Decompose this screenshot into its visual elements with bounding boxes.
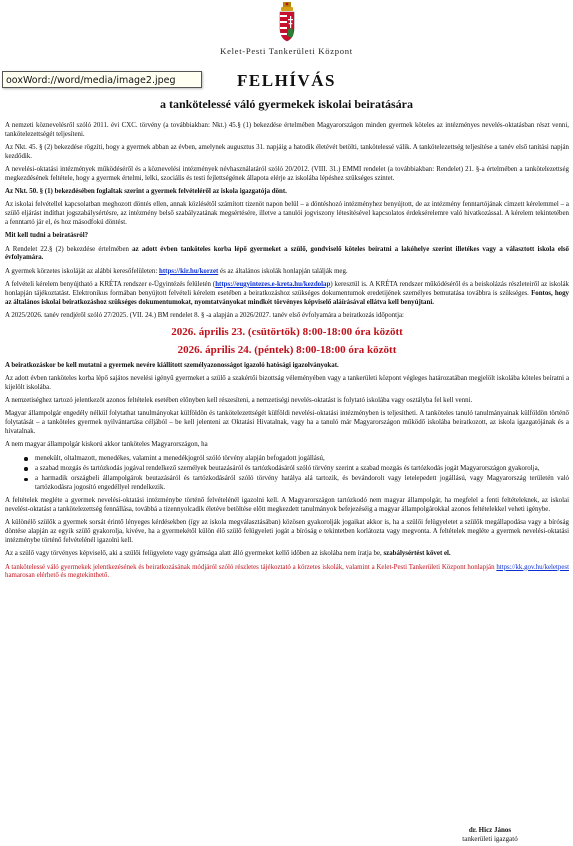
paragraph-10: A beiratkozáskor be kell mutatni a gyermek nevére kiállított személyazonosságot igazoló hatósági igazolványokat. — [5, 361, 339, 369]
enrollment-date-2: 2026. április 24. (péntek) 8:00-18:00 óra között — [177, 344, 397, 357]
paragraph-3: A nevelési-oktatási intézmények működéséről és a köznevelési intézmények névhasználatáról szóló 20/2012. (VIII. 31.) EMMI rendelet (a továbbiakban: Rendelet) 21. §-a értelmében a tankötelezettség megkezdésének feltétele, hogy a gyermek értelmi, lelki, szociális és testi fejlettségének állapota elérje az iskolába lépéshez szükséges szintet. — [5, 166, 569, 182]
paragraph-14: A nem magyar állampolgár kiskorú akkor tanköteles Magyarországon, ha — [5, 441, 208, 449]
paragraph-11: Az adott évben tanköteles korba lépő sajátos nevelési igényű gyermeket a szülő a szakértői bizottság véleményében vagy a tankerületi központ végleges határozatában megjelölt iskolába köteles beíratni a kijelölt iskolába. — [5, 375, 569, 391]
paragraph-6 — [5, 246, 569, 264]
kir-korzet-link[interactable]: https://kir.hu/korzet — [159, 267, 219, 275]
document-body — [5, 122, 569, 586]
paragraph-4: Az Nkt. 50. § (1) bekezdésében foglaltak szerint a gyermek felvételéről az iskola igazgatója dönt. — [5, 188, 287, 196]
paragraph-16: A különélő szülők a gyermek sorsát érintő lényeges kérdésekben (így az iskola megválasztásában) közösen gyakorolják jogaikat akkor is, ha a szülői felügyeletet a szülők megállapodása vagy a bíróság döntése alapján az egyik szülő gyakorolja, kivéve, ha a gyermekétől külön élő szülő felügyeleti jogát a bíróság e tekintetben korlátozta vagy megvonta. A feltételek megléte a gyermek nevelési-oktatási intézménybe történő felvételénél igazolni kell. — [5, 519, 569, 545]
paragraph-15: A feltételek megléte a gyermek nevelési-oktatási intézménybe történő felvételénél igazolni kell. A Magyarországon tartózkodó nem magyar állampolgár, ha megfelel a fenti feltételeknek, az iskolai nevelést-oktatást a tankötelezettség fennállása, továbbá a tizennyolcadik életéve betöltése előtt megkezdett tanulmányok befejezéséig a magyar állampolgárokkal azonos feltételekkel veheti igénybe. — [5, 497, 569, 514]
page-title: FELHÍVÁS — [237, 71, 336, 90]
paragraph-2: Az Nkt. 45. § (2) bekezdése rögzíti, hogy a gyermek abban az évben, amelynek augusztus 31. napjáig a hatodik életévét betölti, tankötelessé válik. A tankötelezettség teljesítése a tanév első tanítási napján kezdődik. — [5, 144, 569, 160]
enrollment-date-1: 2026. április 23. (csütörtök) 8:00-18:00 óra között — [171, 326, 403, 339]
paragraph-8 — [5, 281, 569, 308]
hungarian-coat-of-arms-icon — [277, 2, 297, 42]
paragraph-6-emphasis: az adott évben tanköteles korba lépő gyermeket a szülő, gondviselő köteles beíratni a lakóhelye szerint illetékes vagy a választott iskola első évfolyamára. — [5, 245, 569, 262]
paragraph-8-emphasis: Fontos, hogy az általános iskolai beiratkozáshoz szükséges dokumentumokat, nyomtatványokat mindkét törvényes képviselő aláírásával ellátva kell benyújtani. — [5, 289, 570, 306]
paragraph-7-text: A gyermek körzetes iskoláját az alábbi keresőfelületen: — [5, 267, 160, 275]
paragraph-5: Az iskolai felvétellel kapcsolatban meghozott döntés ellen, annak közlésétől számított tizenöt napon belül – a döntéshozó intézményhez benyújtott, de az intézmény fenntartójának címzett kérelemmel – a szülő eljárást indíthat jogszabálysértésre, az intézmény belső szabályzatának megsértésére, illetve a tanulói jogviszony létesítésével kapcsolatos érdeksérelemre való hivatkozással. A kérelem tekintetében a fenntartó jár el, és hoz másodfokú döntést. — [5, 201, 569, 227]
paragraph-7-text-end: és az általános iskolák honlapján találják meg. — [218, 267, 348, 275]
kk-gov-keletpest-link[interactable]: https://kk.gov.hu/keletpest — [496, 563, 569, 571]
enrollment-dates — [5, 325, 569, 357]
page-subtitle: a tankötelessé váló gyermekek iskolai beiratására — [160, 97, 413, 111]
kreta-eugyintezes-link[interactable]: https://eugyintezes.e-kreta.hu/kezdolap — [215, 280, 331, 288]
paragraph-17 — [5, 550, 569, 559]
conditions-list — [5, 455, 569, 493]
paragraph-17-emphasis: szabálysértést követ el. — [383, 550, 451, 558]
paragraph-9: A 2025/2026. tanév rendjéről szóló 27/2025. (VII. 24.) BM rendelet 8. § -a alapján a 2026/2027. tanév első évfolyamára a beiratkozás időpontja: — [5, 311, 404, 319]
paragraph-17-text: Az a szülő vagy törvényes képviselő, aki a szülői felügyelete vagy gyámsága alatt álló gyermeket kellő időben az iskolába nem íratja be, — [5, 550, 384, 558]
list-item: menekült, oltalmazott, menedékes, valamint a menedékjogról szóló törvény alapján befogadott jogállású, — [35, 455, 569, 464]
list-item: a harmadik országbeli állampolgárok beutazásáról és tartózkodásáról szóló törvény hatálya alá tartozik, és bevándorolt vagy letelepedett jogállású, vagy Magyarország területén való tartózkodásra jogosító engedéllyel rendelkezik. — [35, 475, 569, 492]
signature-role: tankerületi igazgató — [462, 835, 518, 843]
list-item: a szabad mozgás és tartózkodás jogával rendelkező személyek beutazásáról és tartózkodásáról szóló törvény szerint a szabad mozgás és tartózkodás jogát Magyarországon gyakorolja, — [35, 465, 569, 474]
paragraph-8-text-mid: ) keresztül is. A KRÉTA rendszer működéséről és a beiskolázás részleteiről az iskolák honlapján tájékoztatást. Elektronikus formában benyújtott felvételi kérelem esetében a beiratkozáshoz szükséges dokumentumok eredetijének személyes bemutatása továbbra is szükséges. — [5, 280, 569, 297]
paragraph-18 — [5, 564, 569, 582]
image-link-tooltip: ooxWord://word/media/image2.jpeg — [2, 71, 202, 88]
section-question: Mit kell tudni a beiratásról? — [5, 232, 89, 240]
paragraph-12: A nemzetiséghez tartozó jelentkezőt azonos feltételek esetében előnyben kell részesíteni, a nemzetiségi nevelés-oktatást is folytató iskolába vagy osztályba fel kell venni. — [5, 397, 473, 405]
paragraph-7 — [5, 268, 569, 277]
paragraph-18-text: A tankötelessé váló gyermekek jelentkezésének és beiratkozásának módjáról szóló részletes tájékoztató a körzetes iskolák, valamint a Kelet-Pesti Tankerületi Központ honlapján — [5, 563, 497, 571]
signature-block — [440, 826, 540, 844]
paragraph-6-text: A Rendelet 22.§ (2) bekezdése értelmében — [5, 245, 133, 253]
organization-name: Kelet-Pesti Tankerületi Központ — [220, 46, 353, 56]
paragraph-1: A nemzeti köznevelésről szóló 2011. évi CXC. törvény (a továbbiakban: Nkt.) 45.§ (1) bekezdése értelmében Magyarországon minden gyermek köteles az intézményes nevelés-oktatásban részt venni, tankötelezettségét teljesíteni. — [5, 122, 569, 138]
signature-name: dr. Hicz János — [468, 826, 512, 834]
paragraph-18-text-end: hamarosan elérhető és megtekinthető. — [5, 572, 110, 580]
paragraph-8-text: A felvételi kérelem benyújtható a KRÉTA rendszer e-Ügyintézés felületén ( — [5, 280, 216, 288]
paragraph-13: Magyar állampolgár engedély nélkül folytathat tanulmányokat külföldön és tankötelezettségét külföldi nevelési-oktatási intézményben is teljesítheti. A tanköteles tanuló tanulmányainak külföldön történő folytatását – a tanköteles gyermek nyilvántartása céljából – be kell jelenteni az Oktatási Hivatalnak, vagy ha a tanuló már Magyarországon működő iskolába beiratkozott, az iskola igazgatójának és a hivatalnak. — [5, 410, 569, 436]
